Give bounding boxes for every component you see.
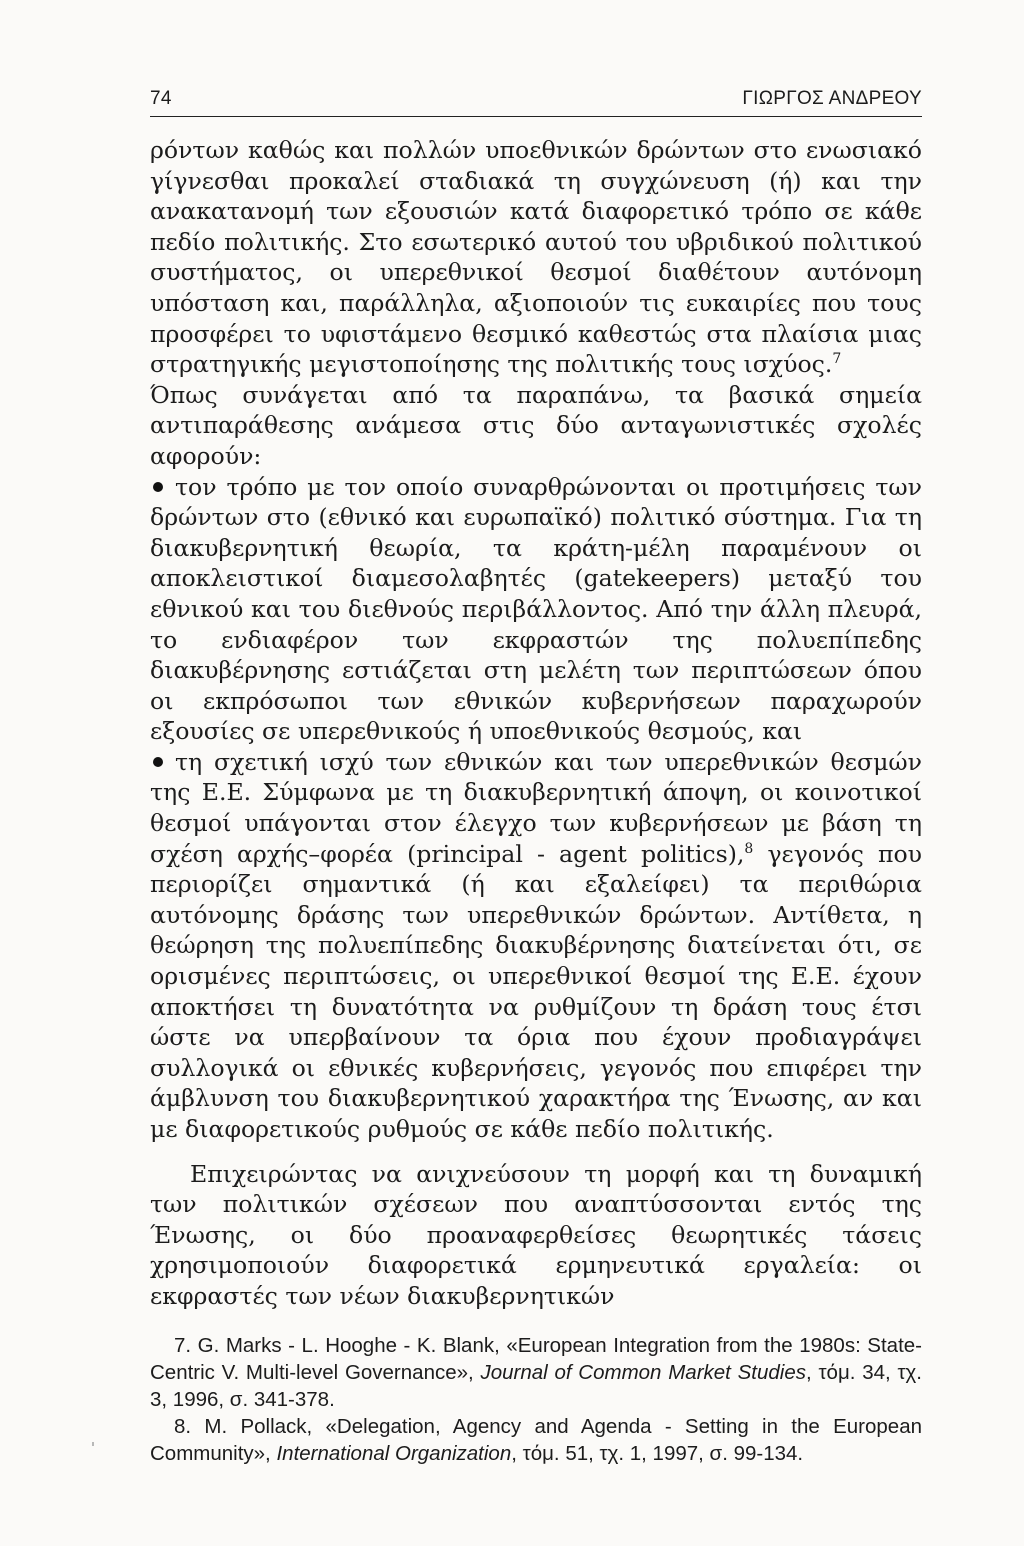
paragraph-1 xyxy=(150,135,922,380)
page-number: 74 xyxy=(150,88,172,109)
bullet-item-1 xyxy=(150,472,922,747)
paragraph-2: Όπως συνάγεται από τα παραπάνω, τα βασικά σημεία αντιπαράθεσης ανάμεσα στις δύο ανταγωνιστικές σχολές αφορούν: xyxy=(150,380,922,470)
running-head-author: ΓΙΩΡΓΟΣ ΑΝΔΡΕΟΥ xyxy=(742,88,922,109)
footnote-8-text: 8. M. Pollack, «Delegation, Agency and Agenda - Setting in the European Community», xyxy=(150,1414,922,1465)
bullet-item-2-text-b: γεγονός που περιορίζει σημαντικά (ή και εξαλείφει) τα περιθώρια αυτόνομης δράσης των υπερεθνικών δρώντων. Αντίθετα, η θεώρηση της πολυεπίπεδης διακυβέρνησης διατείνεται ότι, σε ορισμένες περιπτώσεις, οι υπερεθνικοί θεσμοί της Ε.Ε. έχουν αποκτήσει τη δυνατότητα να ρυθμίζουν τη δράση τους έτσι ώστε να υπερβαίνουν τα όρια που έχουν προδιαγράψει συλλογικά οι εθνικές κυβερνήσεις, γεγονός που επιφέρει την άμβλυνση του διακυβερνητικού χαρακτήρα της Ένωσης, αν και με διαφορετικούς ρυθμούς σε κάθε πεδίο πολιτικής. xyxy=(150,839,922,1143)
footnote-ref-7: 7 xyxy=(832,351,842,368)
bullet-item-2-text-a: τη σχετική ισχύ των εθνικών και των υπερεθνικών θεσμών της Ε.Ε. Σύμφωνα με τη διακυβερνητική άποψη, οι κοινοτικοί θεσμοί υπάγονται στον έλεγχο των κυβερνήσεων με βάση τη σχέση αρχής–φορέα (principal - agent politics), xyxy=(150,747,922,868)
footnote-7-details: , τόμ. 34, τχ. 3, 1996, σ. 341-378. xyxy=(150,1360,923,1411)
footnote-8 xyxy=(150,1413,922,1467)
footnote-ref-8: 8 xyxy=(744,840,754,857)
footnote-7-text: 7. G. Marks - L. Hooghe - K. Blank, «European Integration from the 1980s: State-Centric V. Multi-level Governance», xyxy=(150,1333,922,1384)
scan-speck xyxy=(92,1442,94,1446)
footnotes xyxy=(150,1332,922,1467)
footnote-7 xyxy=(150,1332,922,1413)
body-text xyxy=(150,135,922,1312)
footnote-8-details: , τόμ. 51, τχ. 1, 1997, σ. 99-134. xyxy=(511,1441,804,1465)
bullet-item-2 xyxy=(150,747,922,1145)
bullet-icon xyxy=(153,757,163,767)
bullet-icon xyxy=(153,482,163,492)
footnote-7-journal: Journal of Common Market Studies xyxy=(480,1360,806,1384)
footnote-8-journal: International Organization xyxy=(276,1441,512,1465)
paragraph-3: Επιχειρώντας να ανιχνεύσουν τη μορφή και τη δυναμική των πολιτικών σχέσεων που αναπτύσσονται εντός της Ένωσης, οι δύο προαναφερθείσες θεωρητικές τάσεις χρησιμοποιούν διαφορετικά ερμηνευτικά εργαλεία: οι εκφραστές των νέων διακυβερνητικών xyxy=(150,1159,922,1310)
book-page xyxy=(150,88,922,1467)
paragraph-1-text: ρόντων καθώς και πολλών υποεθνικών δρώντων στο ενωσιακό γίγνεσθαι προκαλεί σταδιακά τη συγχώνευση (ή) και την ανακατανομή των εξουσιών κατά διαφορετικό τρόπο σε κάθε πεδίο πολιτικής. Στο εσωτερικό αυτού του υβριδικού πολιτικού συστήματος, οι υπερεθνικοί θεσμοί διαθέτουν αυτόνομη υπόσταση και, παράλληλα, αξιοποιούν τις ευκαιρίες που τους προσφέρει το υφιστάμενο θεσμικό καθεστώς στα πλαίσια μιας στρατηγικής μεγιστοποίησης της πολιτικής τους ισχύος. xyxy=(150,136,922,379)
bullet-item-1-text: τον τρόπο με τον οποίο συναρθρώνονται οι προτιμήσεις των δρώντων στο (εθνικό και ευρωπαϊκό) πολιτικό σύστημα. Για τη διακυβερνητική θεωρία, τα κράτη-μέλη παραμένουν οι αποκλειστικοί διαμεσολαβητές (gatekeepers) μεταξύ του εθνικού και του διεθνούς περιβάλλοντος. Από την άλλη πλευρά, το ενδιαφέρον των εκφραστών της πολυεπίπεδης διακυβέρνησης εστιάζεται στη μελέτη των περιπτώσεων όπου οι εκπρόσωποι των εθνικών κυβερνήσεων παραχωρούν εξουσίες σε υπερεθνικούς ή υποεθνικούς θεσμούς, και xyxy=(150,472,922,746)
running-head xyxy=(150,88,922,117)
